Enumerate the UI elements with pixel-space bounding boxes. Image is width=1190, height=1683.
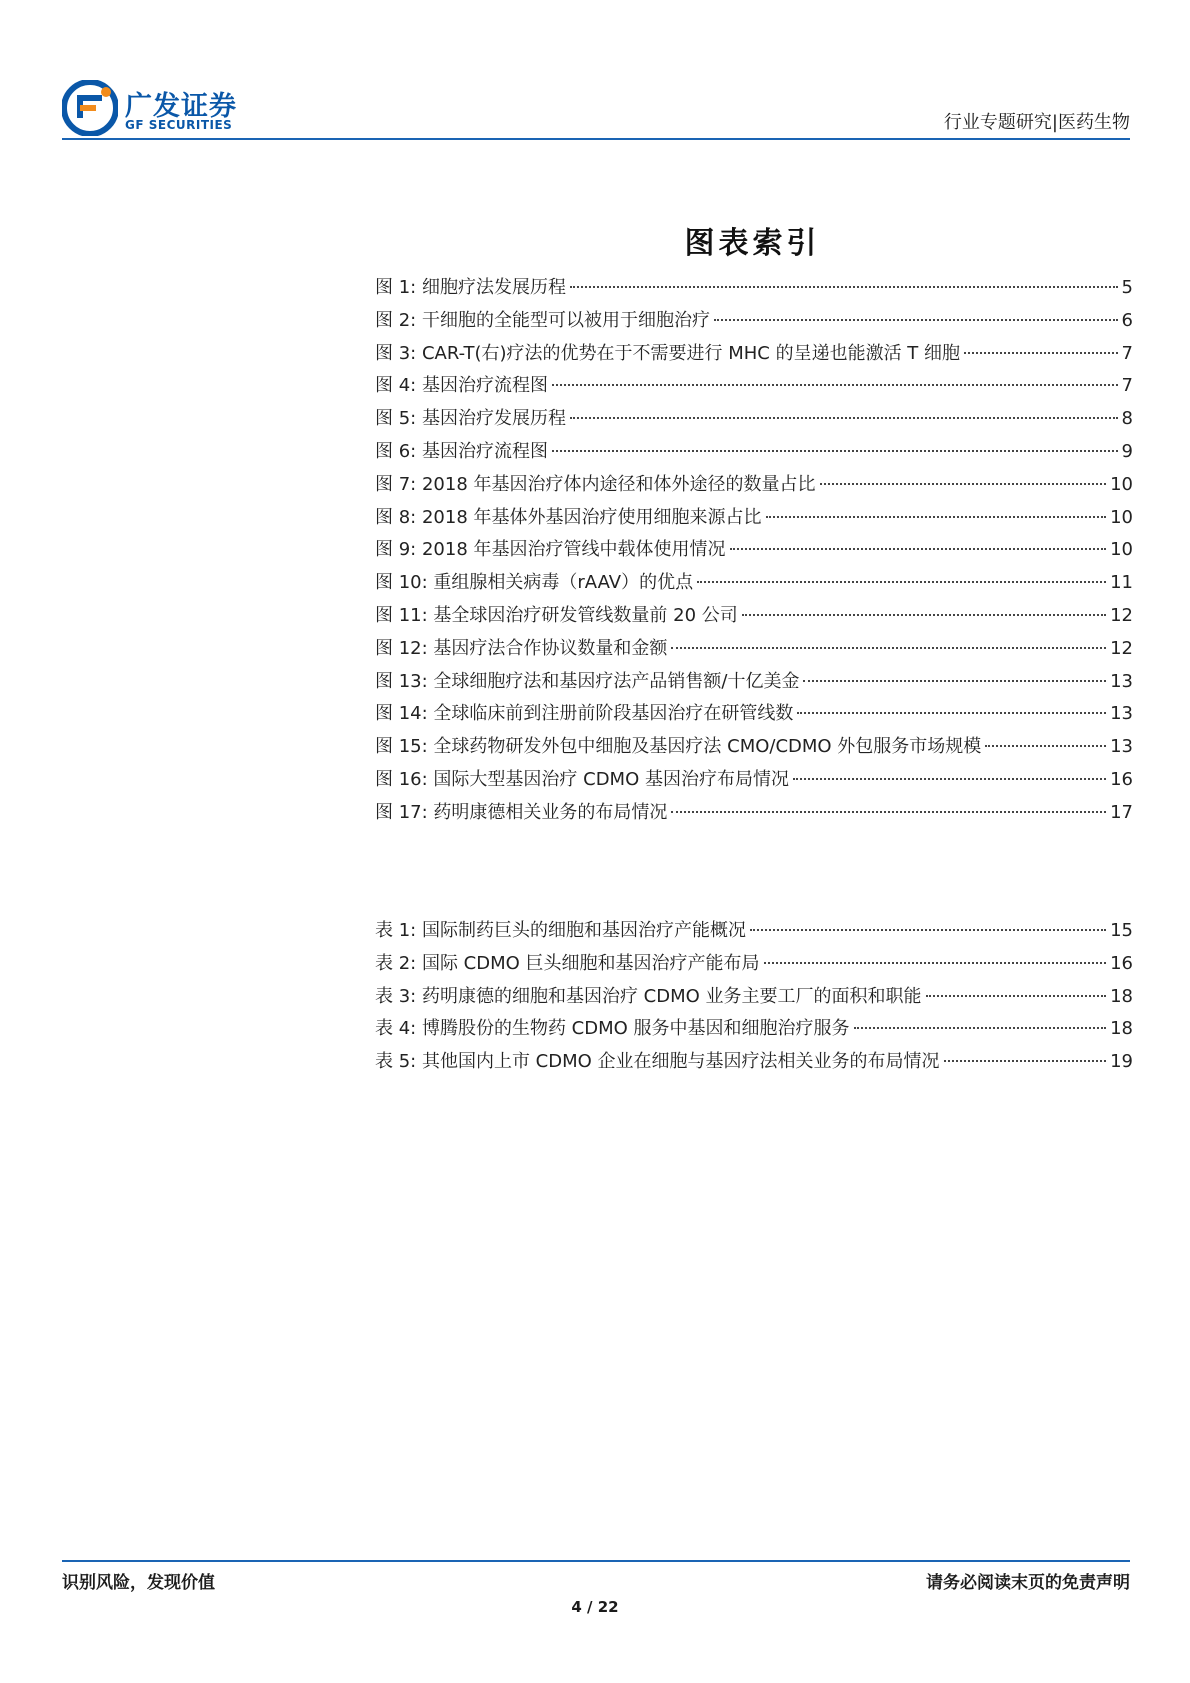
toc-entry-page: 18: [1110, 1018, 1133, 1040]
dot-leader: [985, 745, 1106, 747]
footer-divider: [62, 1560, 1130, 1562]
toc-entry-page: 16: [1110, 768, 1133, 790]
toc-entry-label: 图 8: 2018 年基体外基因治疗使用细胞来源占比: [375, 506, 762, 528]
logo-chinese-name: 广发证券: [125, 91, 237, 122]
toc-entry-label: 图 12: 基因疗法合作协议数量和金额: [375, 637, 668, 659]
toc-entry-label: 图 11: 基全球因治疗研发管线数量前 20 公司: [375, 604, 738, 626]
dot-leader: [820, 483, 1107, 485]
toc-entry[interactable]: [375, 338, 1133, 371]
figure-index: [375, 272, 1133, 830]
toc-entry-page: 5: [1121, 277, 1133, 298]
toc-entry[interactable]: [375, 1046, 1133, 1079]
toc-entry-label: 表 4: 博腾股份的生物药 CDMO 服务中基因和细胞治疗服务: [375, 1018, 850, 1040]
toc-entry-page: 19: [1110, 1051, 1133, 1073]
dot-leader: [766, 516, 1107, 518]
company-logo: [62, 80, 262, 136]
toc-entry[interactable]: [375, 915, 1133, 948]
toc-entry-label: 图 16: 国际大型基因治疗 CDMO 基因治疗布局情况: [375, 768, 789, 790]
dot-leader: [730, 548, 1107, 550]
toc-entry-label: 表 2: 国际 CDMO 巨头细胞和基因治疗产能布局: [375, 952, 760, 974]
toc-entry[interactable]: [375, 403, 1133, 436]
toc-entry-page: 18: [1110, 985, 1133, 1007]
toc-entry-label: 图 6: 基因治疗流程图: [375, 440, 548, 462]
header-divider: [62, 138, 1130, 140]
toc-entry[interactable]: [375, 633, 1133, 666]
report-category: 行业专题研究|医药生物: [943, 112, 1130, 133]
dot-leader: [570, 417, 1118, 419]
toc-entry[interactable]: [375, 698, 1133, 731]
dot-leader: [552, 384, 1118, 386]
dot-leader: [944, 1060, 1107, 1062]
dot-leader: [714, 319, 1118, 321]
dot-leader: [964, 352, 1118, 354]
page-header: [62, 80, 1130, 140]
dot-leader: [797, 712, 1106, 714]
toc-entry-page: 8: [1121, 408, 1133, 430]
toc-entry-page: 10: [1110, 473, 1133, 495]
toc-entry-label: 图 2: 干细胞的全能型可以被用于细胞治疗: [375, 309, 710, 331]
toc-entry[interactable]: [375, 567, 1133, 600]
toc-entry-page: 16: [1110, 952, 1133, 974]
toc-entry[interactable]: [375, 731, 1133, 764]
toc-entry-label: 图 4: 基因治疗流程图: [375, 375, 548, 397]
toc-entry-page: 13: [1110, 670, 1133, 692]
toc-entry[interactable]: [375, 797, 1133, 830]
toc-entry-page: 7: [1121, 375, 1133, 397]
toc-entry-label: 图 7: 2018 年基因治疗体内途径和体外途径的数量占比: [375, 473, 816, 495]
dot-leader: [926, 995, 1107, 997]
toc-entry-page: 7: [1121, 342, 1133, 364]
toc-entry-label: 图 10: 重组腺相关病毒（rAAV）的优点: [375, 572, 694, 594]
toc-entry-page: 10: [1110, 539, 1133, 561]
toc-entry[interactable]: [375, 305, 1133, 338]
toc-entry[interactable]: [375, 272, 1133, 305]
toc-entry-label: 图 15: 全球药物研发外包中细胞及基因疗法 CMO/CDMO 外包服务市场规模: [375, 736, 982, 758]
page-title: 图表索引: [684, 226, 821, 261]
dot-leader: [697, 581, 1106, 583]
toc-entry[interactable]: [375, 1013, 1133, 1046]
footer-disclaimer-note: 请务必阅读末页的免责声明: [926, 1573, 1130, 1593]
dot-leader: [570, 286, 1118, 288]
toc-entry-page: 9: [1121, 440, 1133, 462]
toc-entry-label: 图 13: 全球细胞疗法和基因疗法产品销售额/十亿美金: [375, 670, 800, 692]
dot-leader: [764, 962, 1107, 964]
toc-entry-label: 图 3: CAR-T(右)疗法的优势在于不需要进行 MHC 的呈递也能激活 T 细胞: [375, 342, 961, 364]
toc-entry[interactable]: [375, 534, 1133, 567]
toc-entry-page: 6: [1121, 309, 1133, 331]
dot-leader: [854, 1027, 1107, 1029]
toc-entry-page: 15: [1110, 920, 1133, 941]
dot-leader: [803, 680, 1106, 682]
dot-leader: [671, 811, 1106, 813]
footer-slogan: 识别风险，发现价值: [62, 1573, 215, 1593]
toc-entry-label: 图 14: 全球临床前到注册前阶段基因治疗在研管线数: [375, 703, 794, 725]
toc-entry[interactable]: [375, 666, 1133, 699]
toc-entry-page: 10: [1110, 506, 1133, 528]
toc-entry-page: 11: [1110, 572, 1133, 594]
toc-entry[interactable]: [375, 600, 1133, 633]
toc-entry[interactable]: [375, 502, 1133, 535]
toc-entry-page: 12: [1110, 637, 1133, 659]
toc-entry[interactable]: [375, 948, 1133, 981]
toc-entry-page: 17: [1110, 801, 1133, 823]
toc-entry[interactable]: [375, 764, 1133, 797]
toc-entry-label: 图 17: 药明康德相关业务的布局情况: [375, 801, 668, 823]
toc-entry-label: 图 1: 细胞疗法发展历程: [375, 277, 566, 298]
page-number: 4 / 22: [571, 1598, 619, 1616]
toc-entry-page: 13: [1110, 703, 1133, 725]
dot-leader: [793, 778, 1106, 780]
dot-leader: [552, 450, 1118, 452]
gf-logo-icon: [62, 80, 118, 136]
toc-entry-label: 表 3: 药明康德的细胞和基因治疗 CDMO 业务主要工厂的面积和职能: [375, 985, 922, 1007]
toc-entry-page: 13: [1110, 736, 1133, 758]
toc-entry[interactable]: [375, 469, 1133, 502]
dot-leader: [750, 929, 1106, 931]
toc-entry-page: 12: [1110, 604, 1133, 626]
toc-entry-label: 表 5: 其他国内上市 CDMO 企业在细胞与基因疗法相关业务的布局情况: [375, 1051, 940, 1073]
toc-entry[interactable]: [375, 981, 1133, 1014]
toc-entry-label: 图 9: 2018 年基因治疗管线中载体使用情况: [375, 539, 726, 561]
table-index: [375, 915, 1133, 1079]
dot-leader: [671, 647, 1106, 649]
logo-english-name: GF SECURITIES: [125, 118, 233, 132]
dot-leader: [742, 614, 1106, 616]
toc-entry[interactable]: [375, 436, 1133, 469]
toc-entry[interactable]: [375, 370, 1133, 403]
toc-entry-label: 图 5: 基因治疗发展历程: [375, 408, 566, 430]
toc-entry-label: 表 1: 国际制药巨头的细胞和基因治疗产能概况: [375, 920, 746, 941]
